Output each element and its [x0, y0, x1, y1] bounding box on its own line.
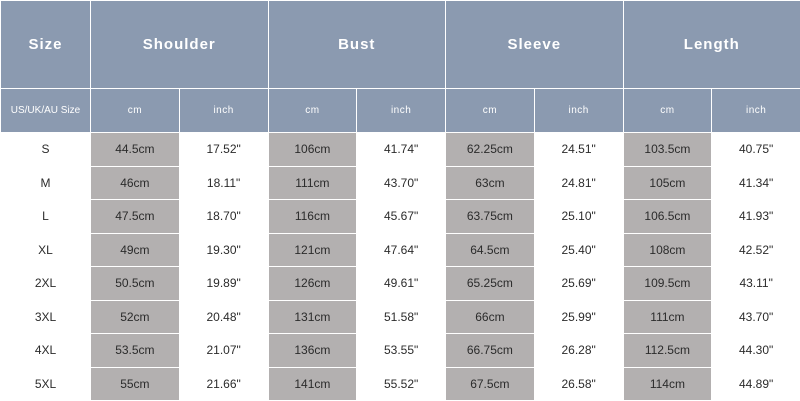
cell-length-inch: 42.52": [712, 233, 800, 267]
subheader-sleeve-inch: inch: [534, 89, 623, 133]
cell-sleeve-cm: 62.25cm: [446, 133, 535, 167]
table-row: [1, 267, 800, 301]
cell-shoulder-cm: 52cm: [91, 300, 180, 334]
cell-sleeve-cm: 66.75cm: [446, 334, 535, 368]
subheader-size-region: US/UK/AU Size: [1, 89, 91, 133]
cell-length-inch: 43.11": [712, 267, 800, 301]
cell-bust-cm: 131cm: [268, 300, 357, 334]
cell-length-inch: 44.30": [712, 334, 800, 368]
cell-length-cm: 108cm: [623, 233, 712, 267]
cell-bust-cm: 106cm: [268, 133, 357, 167]
cell-shoulder-cm: 47.5cm: [91, 200, 180, 234]
cell-sleeve-inch: 25.99": [534, 300, 623, 334]
cell-length-inch: 41.93": [712, 200, 800, 234]
cell-sleeve-cm: 63cm: [446, 166, 535, 200]
header-length: Length: [623, 1, 800, 89]
cell-bust-cm: 126cm: [268, 267, 357, 301]
cell-sleeve-cm: 67.5cm: [446, 367, 535, 401]
cell-length-cm: 106.5cm: [623, 200, 712, 234]
table-row: [1, 166, 800, 200]
table-row: [1, 334, 800, 368]
cell-bust-cm: 141cm: [268, 367, 357, 401]
cell-shoulder-inch: 17.52": [179, 133, 268, 167]
cell-bust-inch: 43.70": [357, 166, 446, 200]
cell-size: L: [1, 200, 91, 234]
cell-sleeve-inch: 26.28": [534, 334, 623, 368]
cell-length-cm: 111cm: [623, 300, 712, 334]
cell-bust-inch: 55.52": [357, 367, 446, 401]
cell-size: 2XL: [1, 267, 91, 301]
cell-length-cm: 112.5cm: [623, 334, 712, 368]
cell-shoulder-inch: 18.11": [179, 166, 268, 200]
cell-sleeve-inch: 25.10": [534, 200, 623, 234]
cell-sleeve-cm: 63.75cm: [446, 200, 535, 234]
cell-length-inch: 40.75": [712, 133, 800, 167]
cell-bust-cm: 136cm: [268, 334, 357, 368]
cell-shoulder-cm: 49cm: [91, 233, 180, 267]
header-size: Size: [1, 1, 91, 89]
table-row: [1, 133, 800, 167]
cell-length-inch: 41.34": [712, 166, 800, 200]
cell-shoulder-inch: 21.66": [179, 367, 268, 401]
cell-length-cm: 105cm: [623, 166, 712, 200]
cell-shoulder-cm: 46cm: [91, 166, 180, 200]
subheader-length-inch: inch: [712, 89, 800, 133]
cell-bust-cm: 121cm: [268, 233, 357, 267]
cell-sleeve-inch: 25.40": [534, 233, 623, 267]
cell-sleeve-inch: 24.81": [534, 166, 623, 200]
cell-shoulder-cm: 53.5cm: [91, 334, 180, 368]
cell-sleeve-inch: 26.58": [534, 367, 623, 401]
cell-bust-inch: 45.67": [357, 200, 446, 234]
subheader-shoulder-cm: cm: [91, 89, 180, 133]
cell-sleeve-inch: 24.51": [534, 133, 623, 167]
cell-bust-inch: 47.64": [357, 233, 446, 267]
header-sleeve: Sleeve: [446, 1, 624, 89]
cell-shoulder-inch: 20.48": [179, 300, 268, 334]
cell-shoulder-cm: 50.5cm: [91, 267, 180, 301]
table-row: [1, 200, 800, 234]
header-shoulder: Shoulder: [91, 1, 269, 89]
subheader-bust-inch: inch: [357, 89, 446, 133]
cell-size: 4XL: [1, 334, 91, 368]
subheader-bust-cm: cm: [268, 89, 357, 133]
cell-bust-cm: 111cm: [268, 166, 357, 200]
cell-shoulder-cm: 55cm: [91, 367, 180, 401]
cell-length-cm: 103.5cm: [623, 133, 712, 167]
header-bust: Bust: [268, 1, 446, 89]
cell-shoulder-inch: 19.89": [179, 267, 268, 301]
cell-bust-cm: 116cm: [268, 200, 357, 234]
cell-bust-inch: 53.55": [357, 334, 446, 368]
table-header-main-row: [1, 1, 800, 89]
cell-sleeve-cm: 64.5cm: [446, 233, 535, 267]
subheader-shoulder-inch: inch: [179, 89, 268, 133]
cell-size: 3XL: [1, 300, 91, 334]
cell-sleeve-cm: 65.25cm: [446, 267, 535, 301]
table-row: [1, 367, 800, 401]
cell-size: XL: [1, 233, 91, 267]
cell-shoulder-inch: 21.07": [179, 334, 268, 368]
table-header-sub-row: [1, 89, 800, 133]
cell-bust-inch: 51.58": [357, 300, 446, 334]
cell-sleeve-inch: 25.69": [534, 267, 623, 301]
cell-bust-inch: 49.61": [357, 267, 446, 301]
cell-size: S: [1, 133, 91, 167]
cell-length-cm: 109.5cm: [623, 267, 712, 301]
cell-length-cm: 114cm: [623, 367, 712, 401]
cell-shoulder-cm: 44.5cm: [91, 133, 180, 167]
table-row: [1, 300, 800, 334]
cell-size: 5XL: [1, 367, 91, 401]
cell-shoulder-inch: 18.70": [179, 200, 268, 234]
cell-length-inch: 43.70": [712, 300, 800, 334]
cell-size: M: [1, 166, 91, 200]
cell-shoulder-inch: 19.30": [179, 233, 268, 267]
subheader-length-cm: cm: [623, 89, 712, 133]
table-row: [1, 233, 800, 267]
cell-bust-inch: 41.74": [357, 133, 446, 167]
cell-length-inch: 44.89": [712, 367, 800, 401]
cell-sleeve-cm: 66cm: [446, 300, 535, 334]
subheader-sleeve-cm: cm: [446, 89, 535, 133]
